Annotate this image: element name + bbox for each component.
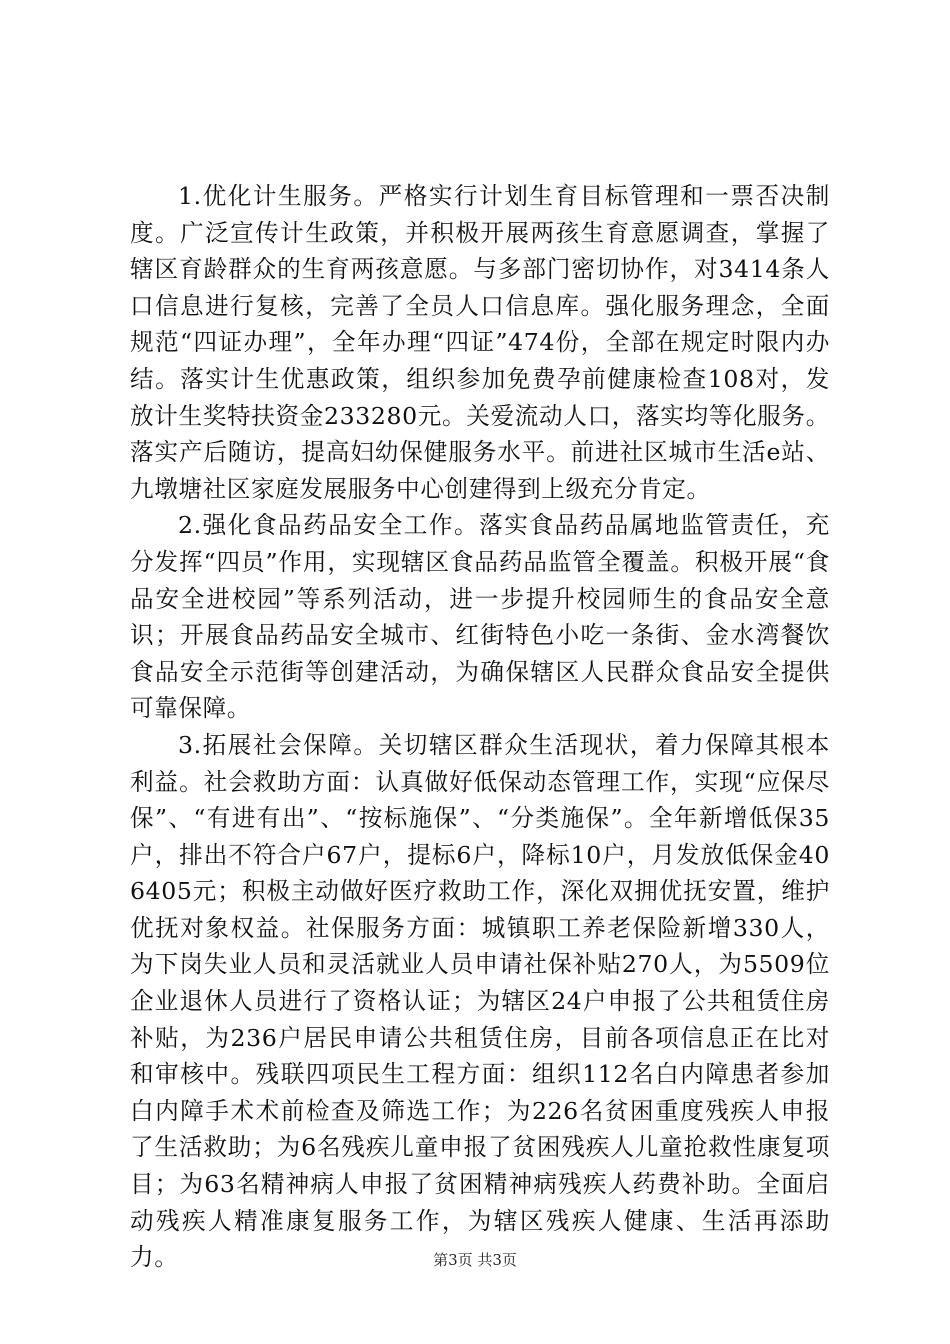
paragraph-food-drug-safety: 2.强化食品药品安全工作。落实食品药品属地监管责任，充分发挥“四员”作用，实现辖区食品药品监管全覆盖。积极开展“食品安全进校园”等系列活动，进一步提升校园师生的食品安全意识；开展食品药品安全城市、红街特色小吃一条街、金水湾餐饮食品安全示范街等创建活动，为确保辖区人民群众食品安全提供可靠保障。 (130, 511, 830, 723)
paragraph-family-planning-services: 1.优化计生服务。严格实行计划生育目标管理和一票否决制度。广泛宣传计生政策，并积极开展两孩生育意愿调查，掌握了辖区育龄群众的生育两孩意愿。与多部门密切协作，对3414条人口信息进行复核，完善了全员人口信息库。强化服务理念，全面规范“四证办理”，全年办理“四证”474份，全部在规定时限内办结。落实计生优惠政策，组织参加免费孕前健康检查108对，发放计生奖特扶资金233280元。关爱流动人口，落实均等化服务。落实产后随访，提高妇幼保健服务水平。前进社区城市生活e站、九墩塘社区家庭发展服务中心创建得到上级充分肯定。 (130, 182, 830, 503)
paragraph-social-security: 3.拓展社会保障。关切辖区群众生活现状，着力保障其根本利益。社会救助方面：认真做好低保动态管理工作，实现“应保尽保”、“有进有出”、“按标施保”、“分类施保”。全年新增低保35户，排出不符合户67户，提标6户，降标10户，月发放低保金406405元；积极主动做好医疗救助工作，深化双拥优抚安置，维护优抚对象权益。社保服务方面：城镇职工养老保险新增330人，为下岗失业人员和灵活就业人员申请社保补贴270人，为5509位企业退休人员进行了资格认证；为辖区24户申报了公共租赁住房补贴，为236户居民申请公共租赁住房，目前各项信息正在比对和审核中。残联四项民生工程方面：组织112名白内障患者参加白内障手术术前检查及筛选工作；为226名贫困重度残疾人申报了生活救助；为6名残疾儿童申报了贫困残疾人儿童抢救性康复项目；为63名精神病人申报了贫困精神病残疾人药费补助。全面启动残疾人精准康复服务工作，为辖区残疾人健康、生活再添助力。 (130, 730, 830, 1272)
document-body (130, 178, 830, 1276)
page-footer: 第3页 共3页 (433, 1251, 517, 1269)
